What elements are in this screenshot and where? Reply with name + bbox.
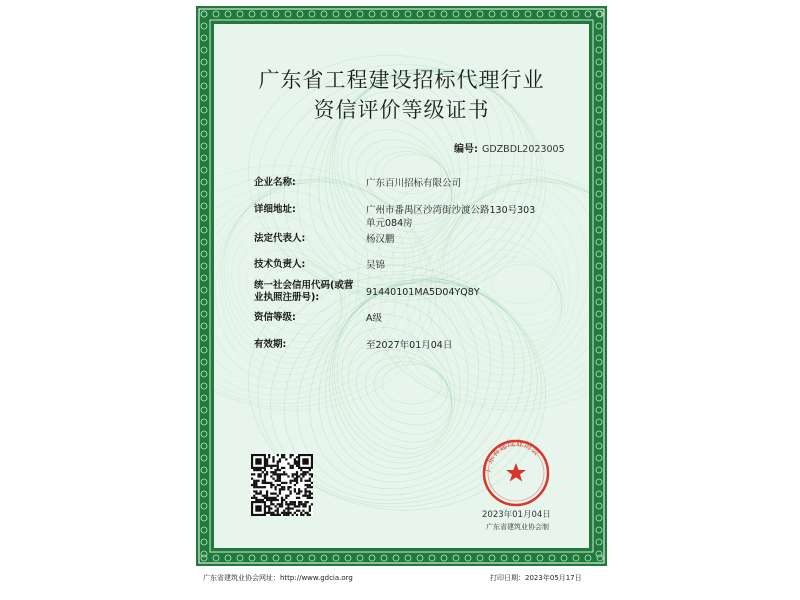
official-seal <box>481 438 551 508</box>
certificate-number-label: 编号: <box>454 144 478 155</box>
field-value: 91440101MA5D04YQ8Y <box>366 287 480 298</box>
field-label: 详细地址: <box>254 204 296 215</box>
field-label: 资信等级: <box>254 312 296 323</box>
field-value: 杨汉鹏 <box>366 234 395 245</box>
field-label: 企业名称: <box>254 177 296 188</box>
field-value: 吴锦 <box>366 260 386 271</box>
certificate <box>196 6 607 566</box>
field-label: 有效期: <box>254 339 287 350</box>
certificate-number-value: GDZBDL2023005 <box>482 144 565 155</box>
qr-code[interactable] <box>251 454 313 516</box>
field-value: 至2027年01月04日 <box>366 340 453 351</box>
seal-text: 广东省建设业协会 <box>483 438 542 473</box>
certificate-title-line1: 广东省工程建设招标代理行业 <box>258 68 545 92</box>
issuer: 广东省建筑业协会制 <box>486 523 549 531</box>
certificate-number <box>454 140 565 155</box>
field-label: 法定代表人: <box>254 233 306 244</box>
certificate-title-line2: 资信评价等级证书 <box>313 98 490 122</box>
field-label: 统一社会信用代码(或营业执照注册号): <box>254 280 354 303</box>
issue-date: 2023年01月04日 <box>482 510 551 520</box>
footer-website: 广东省建筑业协会网址：http://www.gdcia.org <box>203 574 353 582</box>
field-value: 广东百川招标有限公司 <box>366 178 462 189</box>
footer-print-date: 打印日期：2023年05月17日 <box>490 574 582 582</box>
field-value: 广州市番禺区沙湾街沙渡公路130号303单元084房 <box>366 205 536 229</box>
field-value: A级 <box>366 313 382 324</box>
field-label: 技术负责人: <box>254 259 306 270</box>
